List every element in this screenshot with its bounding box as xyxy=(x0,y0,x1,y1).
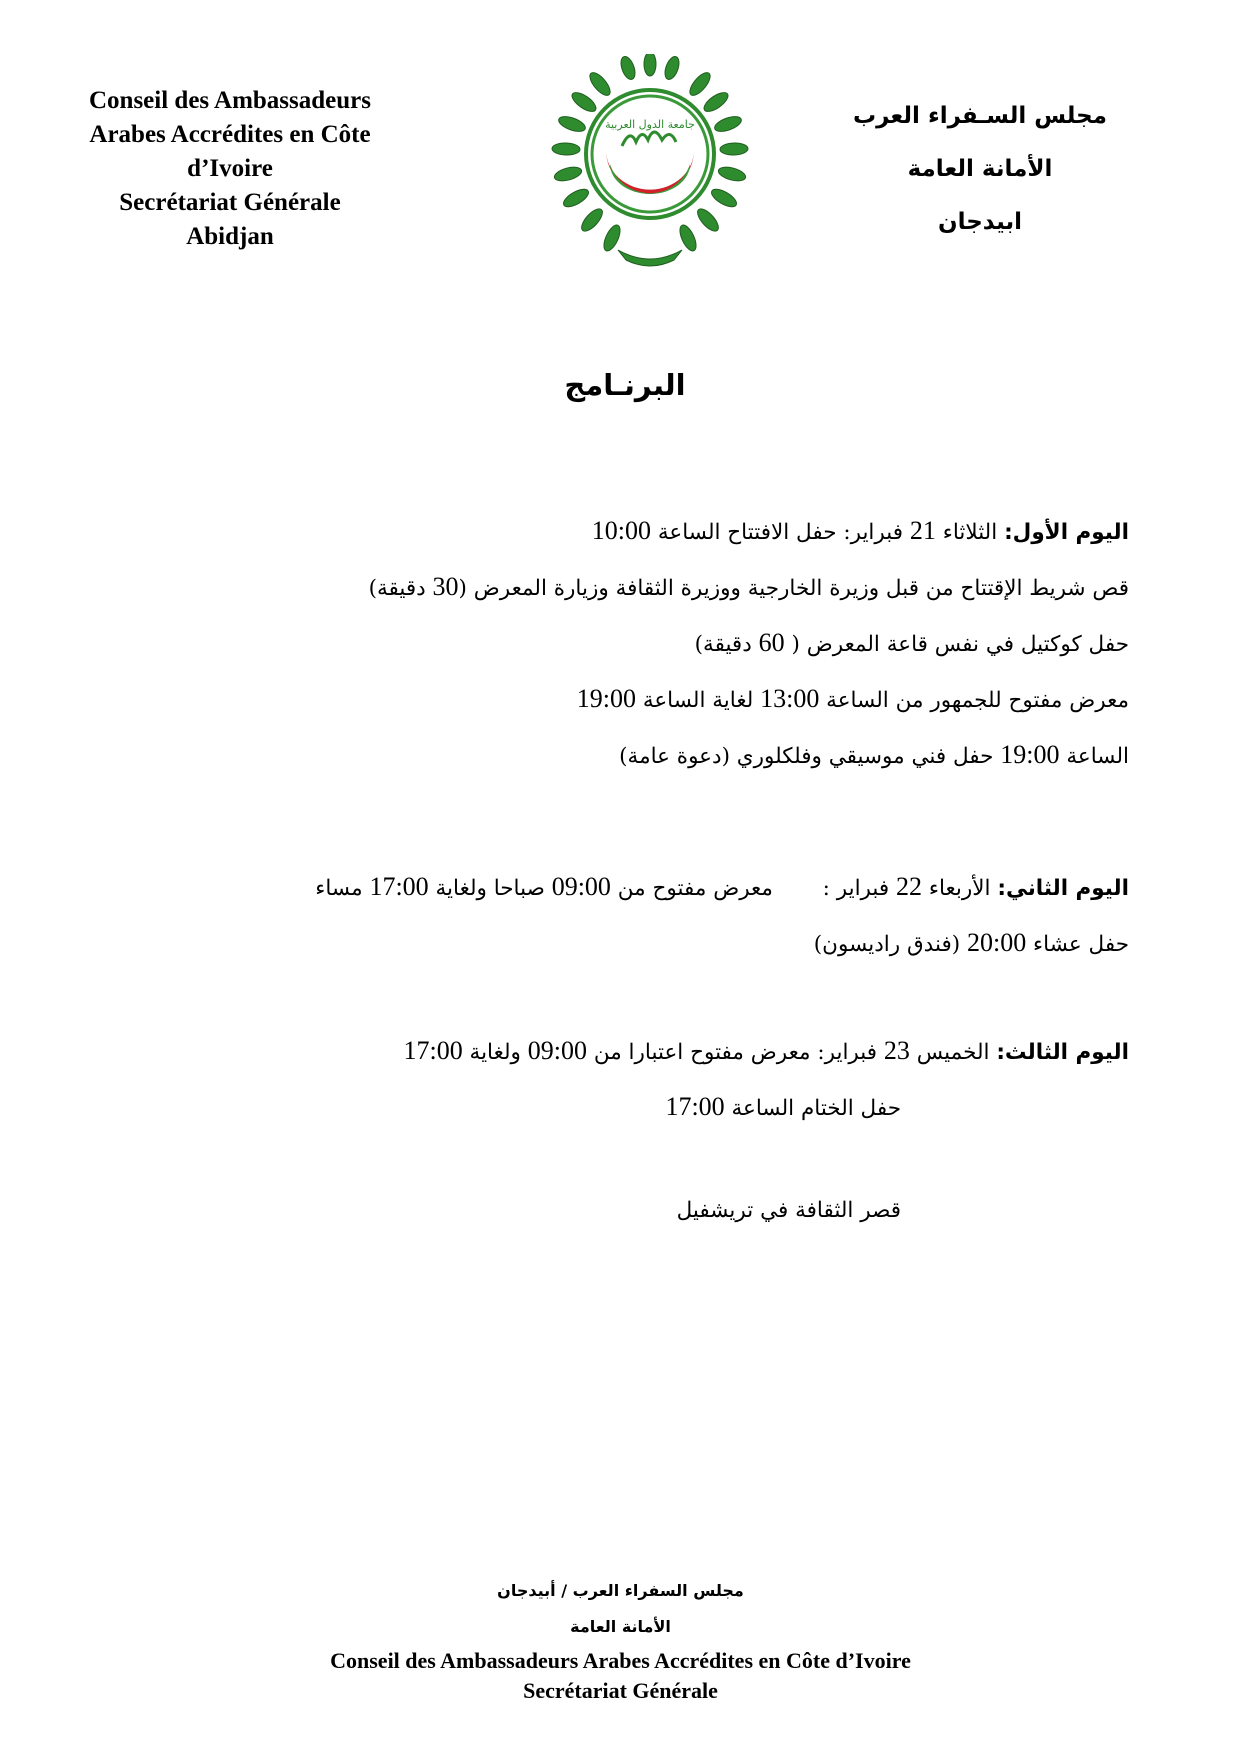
day1-item-text: قص شريط الإقتتاح من قبل وزيرة الخارجية ووزيرة الثقافة وزيارة المعرض ( xyxy=(458,576,1129,601)
day3-date: 23 xyxy=(883,1036,910,1065)
day1-item-ribbon xyxy=(369,570,1129,606)
day3-closing-time: 17:00 xyxy=(665,1092,725,1121)
venue: قصر الثقافة في تريشفيل xyxy=(676,1198,901,1223)
arabic-header-line: مجلس السـفراء العرب xyxy=(853,103,1107,129)
day1-item-text: لغاية الساعة xyxy=(642,688,754,713)
program-title: البرنـامج xyxy=(564,368,686,402)
arabic-header-line: ابيدجان xyxy=(937,209,1023,235)
footer xyxy=(0,1576,1241,1706)
day1-item-time: 19:00 xyxy=(1000,740,1060,769)
french-header-line: Secrétariat Générale xyxy=(119,189,341,216)
day3-closing-text: حفل الختام الساعة xyxy=(731,1096,901,1121)
day1-item-num: 60 xyxy=(758,628,785,657)
day3-closing xyxy=(665,1090,901,1126)
emblem-text: جامعة الدول العربية xyxy=(605,118,695,131)
day1-item-cocktail xyxy=(695,626,1129,662)
day1-label: اليوم الأول: xyxy=(1004,520,1129,545)
day3-time: 09:00 xyxy=(527,1036,587,1065)
day2-dinner-time: 20:00 xyxy=(966,928,1027,957)
footer-french-line: Conseil des Ambassadeurs Arabes Accrédites en Côte d’Ivoire xyxy=(330,1648,911,1673)
day3-text: ولغاية xyxy=(469,1040,521,1065)
day2-expo-time: 09:00 xyxy=(551,872,611,901)
day2-dinner-text: حفل عشاء xyxy=(1033,932,1129,957)
day2-expo-time: 17:00 xyxy=(369,872,429,901)
day2-expo-text: معرض مفتوح من xyxy=(617,876,773,901)
day3-label: اليوم الثالث: xyxy=(996,1040,1129,1065)
day1-item-text: معرض مفتوح للجمهور من الساعة xyxy=(826,688,1129,713)
day1-item-exhibition xyxy=(577,682,1129,718)
day3-weekday: الخميس xyxy=(916,1040,990,1065)
day2-expo-text: مساء xyxy=(315,876,363,901)
day2-heading xyxy=(238,870,1129,906)
day1-item-num: 30 xyxy=(432,572,459,601)
day2-month: فبراير : xyxy=(822,876,890,901)
day1-item-end: دقيقة) xyxy=(368,576,426,601)
day1-item-concert xyxy=(619,738,1129,774)
day3-heading xyxy=(403,1034,1129,1070)
day1-item-time: 13:00 xyxy=(760,684,820,713)
ribbon-icon xyxy=(618,250,682,266)
day1-item-text: حفل فني موسيقي وفلكلوري (دعوة عامة) xyxy=(619,744,994,769)
day2-weekday: الأربعاء xyxy=(928,876,991,901)
day1-item-text: الساعة xyxy=(1066,744,1129,769)
arabic-header xyxy=(810,96,1150,255)
day3-time: 17:00 xyxy=(403,1036,463,1065)
french-header-line: Abidjan xyxy=(186,223,274,250)
day2-dinner xyxy=(814,926,1129,962)
arabic-header-line: الأمانة العامة xyxy=(907,156,1053,182)
day1-time: 10:00 xyxy=(591,516,652,545)
day1-item-end: دقيقة) xyxy=(694,632,752,657)
day2-dinner-venue: (فندق راديسون) xyxy=(813,932,961,957)
day2-label: اليوم الثاني: xyxy=(997,876,1129,901)
french-header-line: d’Ivoire xyxy=(187,155,273,182)
footer-arabic-line: مجلس السفراء العرب / أبيدجان xyxy=(497,1581,744,1600)
day2-expo-text: صباحا ولغاية xyxy=(435,876,545,901)
arab-league-emblem xyxy=(548,54,752,268)
footer-french-line: Secrétariat Générale xyxy=(523,1678,718,1703)
day2-date: 22 xyxy=(896,872,923,901)
french-header xyxy=(30,84,430,254)
day1-weekday: الثلاثاء xyxy=(942,520,998,545)
french-header-line: Conseil des Ambassadeurs xyxy=(89,87,371,114)
day1-item-time: 19:00 xyxy=(576,684,636,713)
day1-heading xyxy=(592,514,1129,550)
day1-event: فبراير: حفل الافتتاح الساعة xyxy=(657,520,904,545)
day1-item-text: حفل كوكتيل في نفس قاعة المعرض ( xyxy=(791,632,1129,657)
french-header-line: Arabes Accrédites en Côte xyxy=(89,121,371,148)
day3-event: فبراير: معرض مفتوح اعتبارا من xyxy=(593,1040,878,1065)
day1-date: 21 xyxy=(909,516,936,545)
footer-arabic-line: الأمانة العامة xyxy=(570,1617,671,1636)
